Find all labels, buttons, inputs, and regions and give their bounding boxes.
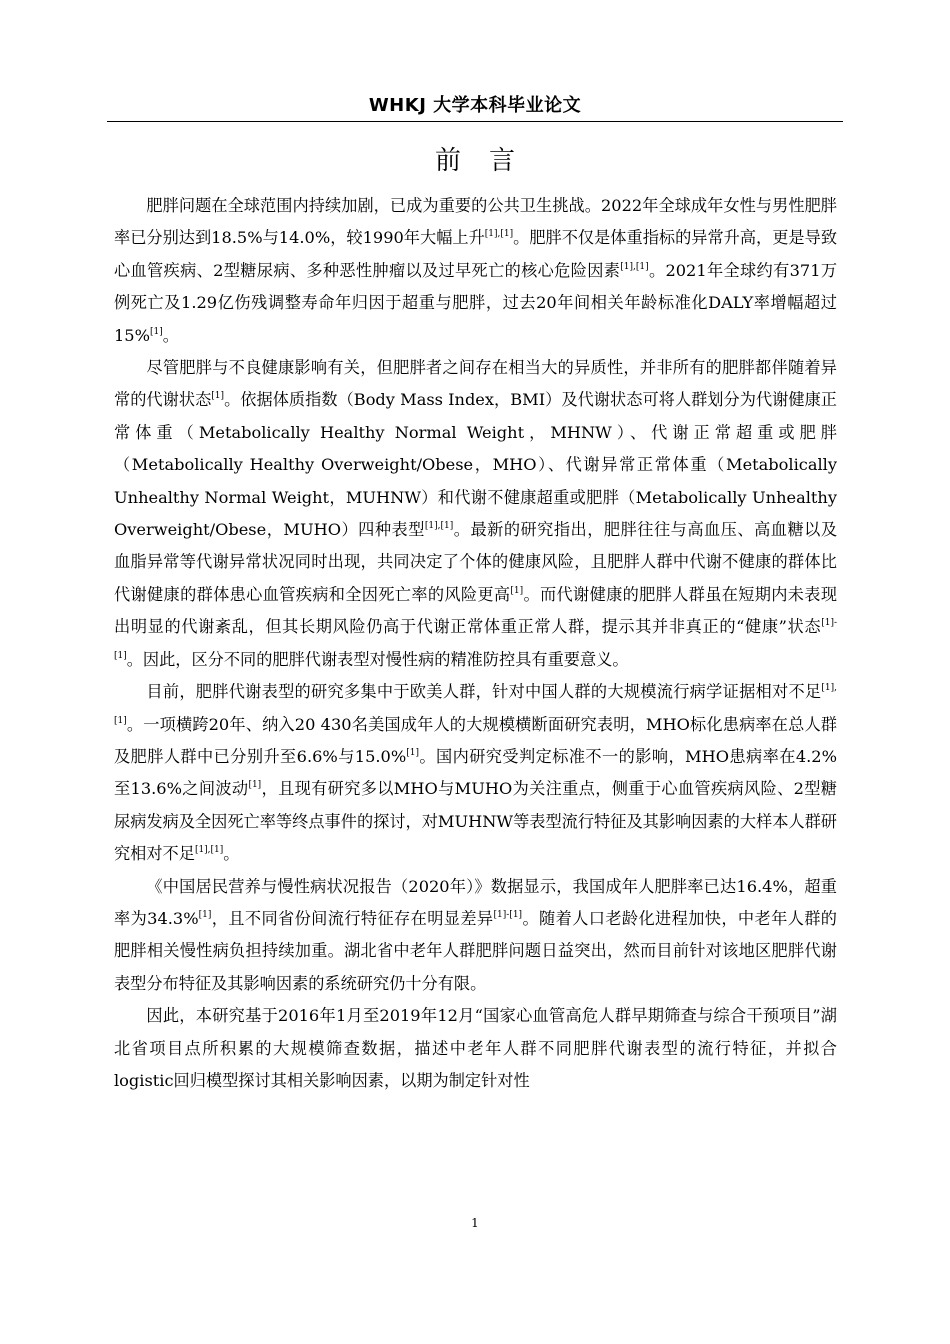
text-segment: ，且现有研究多以MHO与MUHO为关注重点，侧重于心血管疾病风险、2型糖尿病发病及全因死亡率等终点事件的探讨，对MUHNW等表型流行特征及其影响因素的大样本人群研究相对不足 xyxy=(114,779,837,864)
text-segment: 。 xyxy=(162,325,179,345)
body-text xyxy=(114,190,837,1097)
text-segment: 。国内研究受判定标准不一的影响，MHO患病率在4.2%至13.6%之间波动 xyxy=(114,746,837,799)
citation-marker: [1],[1] xyxy=(424,521,454,532)
paragraph-5 xyxy=(114,1000,837,1097)
citation-marker: [1] xyxy=(211,391,225,402)
citation-marker: [1] xyxy=(248,780,262,791)
header-text: WHKJ 大学本科毕业论文 xyxy=(368,95,582,116)
citation-marker: [1]-[1] xyxy=(114,618,837,661)
paragraph-1 xyxy=(114,190,837,352)
text-segment: 《中国居民营养与慢性病状况报告（2020年）》数据显示，我国成年人肥胖率已达16.4%，超重率为34.3% xyxy=(114,876,837,928)
paragraph-4 xyxy=(114,871,837,1001)
page-header xyxy=(107,92,843,122)
citation-marker: [1] xyxy=(149,326,163,337)
text-segment: 尽管肥胖与不良健康影响有关，但肥胖者之间存在相当大的异质性，并非所有的肥胖都伴随着异常的代谢状态 xyxy=(114,358,837,410)
text-segment: 。因此，区分不同的肥胖代谢表型对慢性病的精准防控具有重要意义。 xyxy=(126,649,629,669)
citation-marker: [1],[1] xyxy=(114,683,837,726)
citation-marker: [1]-[1] xyxy=(493,909,523,920)
text-segment: 目前，肥胖代谢表型的研究多集中于欧美人群，针对中国人群的大规模流行病学证据相对不足 xyxy=(146,682,822,702)
text-segment: ，且不同省份间流行特征存在明显差异 xyxy=(211,908,494,928)
page-number: 1 xyxy=(471,1216,479,1230)
text-segment: 。一项横跨20年、纳入20 430名美国成年人的大规模横断面研究表明，MHO标化患病率在总人群及肥胖人群中已分别升至6.6%与15.0% xyxy=(114,714,837,766)
paragraph-3 xyxy=(114,676,837,870)
text-segment: 。 xyxy=(223,844,240,864)
citation-marker: [1],[1] xyxy=(194,845,224,856)
text-segment: 。随着人口老龄化进程加快，中老年人群的肥胖相关慢性病负担持续加重。湖北省中老年人群肥胖问题日益突出，然而目前针对该地区肥胖代谢表型分布特征及其影响因素的系统研究仍十分有限。 xyxy=(114,908,837,993)
citation-marker: [1] xyxy=(198,909,212,920)
citation-marker: [1],[1] xyxy=(620,261,649,272)
text-segment: 。2021年全球约有371万例死亡及1.29亿伤残调整寿命年归因于超重与肥胖，过去20年间相关年龄标准化DALY率增幅超过15% xyxy=(114,260,838,345)
paragraph-2 xyxy=(114,352,837,676)
citation-marker: [1] xyxy=(510,585,524,596)
citation-marker: [1],[1] xyxy=(484,229,514,240)
text-segment: 。肥胖不仅是体重指标的异常升高，更是导致心血管疾病、2型糖尿病、多种恶性肿瘤以及过早死亡的核心危险因素 xyxy=(114,228,838,280)
page-title: 前言 xyxy=(434,146,543,176)
text-segment: 。依据体质指数（Body Mass Index，BMI）及代谢状态可将人群划分为代谢健康正常体重（Metabolically Healthy Normal Weight，MHNW）、代谢正常超重或肥胖（Metabolically Healthy Overweight/Obese，MHO）、代谢异常正常体重（Metabolically Unhealthy Normal Weight，MUHNW）和代谢不健康超重或肥胖（Metabolically Unhealthy Overweight/Obese，MUHO）四种表型 xyxy=(114,390,837,540)
text-segment: 。最新的研究指出，肥胖往往与高血压、高血糖以及血脂异常等代谢异常状况同时出现，共同决定了个体的健康风险，且肥胖人群中代谢不健康的群体比代谢健康的群体患心血管疾病和全因死亡率的风险更高 xyxy=(114,520,838,604)
text-segment: 。而代谢健康的肥胖人群虽在短期内未表现出明显的代谢紊乱，但其长期风险仍高于代谢正常体重正常人群，提示其并非真正的“健康”状态 xyxy=(114,584,838,637)
text-segment: 肥胖问题在全球范围内持续加剧，已成为重要的公共卫生挑战。2022年全球成年女性与男性肥胖率已分别达到18.5%与14.0%，较1990年大幅上升 xyxy=(114,196,837,248)
text-segment: 因此，本研究基于2016年1月至2019年12月“国家心血管高危人群早期筛查与综合干预项目”湖北省项目点所积累的大规模筛查数据，描述中老年人群不同肥胖代谢表型的流行特征，并拟合logistic回归模型探讨其相关影响因素，以期为制定针对性 xyxy=(114,1006,837,1090)
citation-marker: [1] xyxy=(406,747,419,758)
